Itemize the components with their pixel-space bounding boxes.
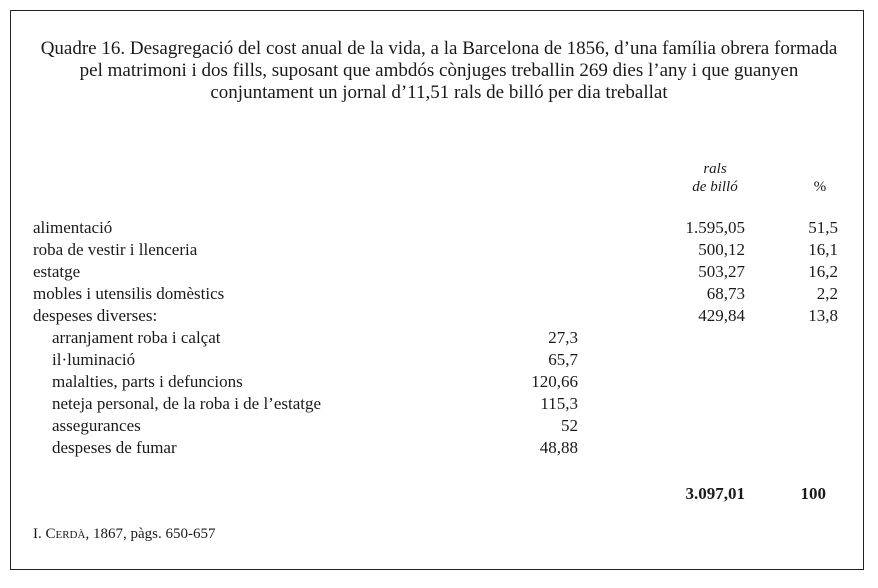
table-row [0,305,878,327]
sub-row-value: 115,3 [540,394,578,413]
sub-row [0,349,878,371]
table-row [0,283,878,305]
sub-row [0,371,878,393]
total-rals: 3.097,01 [685,484,745,503]
sub-row-label: despeses de fumar [52,438,177,457]
column-header-percent: % [813,179,827,195]
source-note [33,524,215,544]
sub-row-value: 52 [561,416,578,435]
row-rals: 500,12 [698,240,745,259]
row-percent: 16,1 [808,240,838,259]
sub-row-value: 120,66 [531,372,578,391]
row-label: despeses diverses: [33,306,158,325]
row-percent: 16,2 [808,262,838,281]
table-row [0,239,878,261]
row-rals: 1.595,05 [685,218,745,237]
sub-row-label: il·luminació [52,350,136,369]
source-details: , 1867, pàgs. 650-657 [85,526,216,542]
sub-row-label: arranjament roba i calçat [52,328,221,347]
row-label: alimentació [33,218,113,237]
sub-row-label: assegurances [52,416,141,435]
sub-row [0,393,878,415]
sub-row-value: 65,7 [548,350,578,369]
sub-row [0,327,878,349]
sub-row-value: 48,88 [539,438,578,457]
sub-row [0,415,878,437]
row-rals: 429,84 [698,306,745,325]
column-header-rals [670,160,760,196]
sub-row [0,437,878,459]
table-row [0,261,878,283]
row-label: mobles i utensilis domèstics [33,284,225,303]
row-percent: 13,8 [808,306,838,325]
row-percent: 51,5 [808,218,838,237]
total-percent: 100 [800,484,826,503]
sub-row-value: 27,3 [548,328,578,347]
row-label: roba de vestir i llenceria [33,240,198,259]
column-header-rals-line1: rals [703,161,727,177]
table-title: Quadre 16. Desagregació del cost anual de la vida, a la Barcelona de 1856, d’una família obrera formada pel matrimoni i dos fills, suposant que ambdós cònjuges treballin 269 dies l’any i que guanyen conjuntament un jornal d’11,51 rals de billó per dia treballat [40,38,838,103]
column-header-rals-line2: de billó [692,179,738,195]
row-rals: 503,27 [698,262,745,281]
sub-row-label: malalties, parts i defuncions [52,372,243,391]
row-percent: 2,2 [816,284,838,303]
source-author: I. Cerdà [33,526,86,542]
table-row [0,217,878,239]
row-rals: 68,73 [706,284,745,303]
row-label: estatge [33,262,81,281]
sub-row-label: neteja personal, de la roba i de l’estatge [52,394,322,413]
